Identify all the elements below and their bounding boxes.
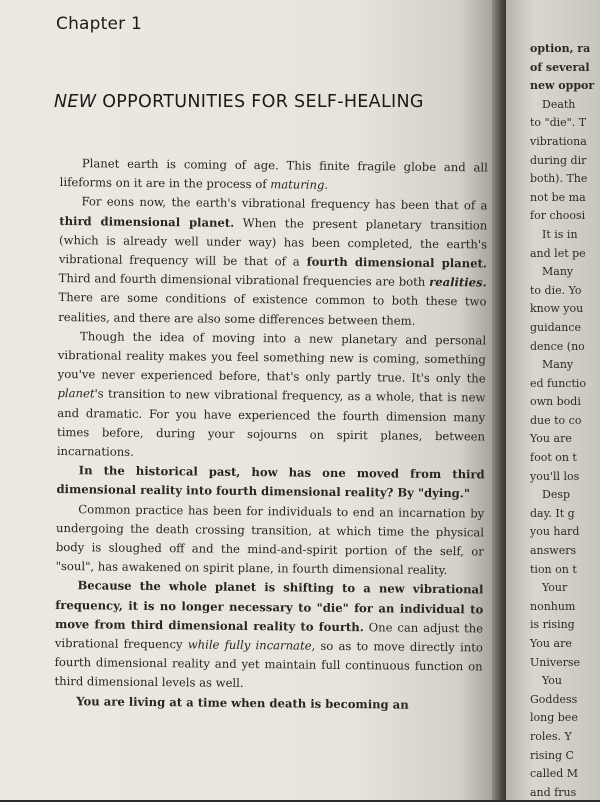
bold-run: third dimensional planet. bbox=[59, 213, 235, 230]
right-line: you hard bbox=[530, 525, 580, 539]
right-line: Universe bbox=[530, 655, 581, 669]
right-line: answers bbox=[530, 544, 577, 558]
text-run: Third and fourth dimensional vibrational frequencies are both bbox=[58, 271, 430, 290]
title-text: OPPORTUNITIES FOR SELF-HEALING bbox=[96, 92, 424, 112]
text-run: When the present planetary transition (which is already well under way) has been completed, the earth's vibrational frequency will be that of a bbox=[58, 215, 488, 269]
chapter-label: Chapter 1 bbox=[56, 14, 142, 34]
text-run: One can adjust the vibrational frequency bbox=[54, 620, 484, 652]
right-line: both). The bbox=[530, 172, 588, 186]
right-line: not be ma bbox=[530, 190, 586, 204]
right-line: rising C bbox=[530, 748, 574, 762]
right-line: due to co bbox=[530, 413, 582, 427]
right-line: to "die". T bbox=[530, 116, 587, 130]
right-line: of several bbox=[530, 60, 590, 74]
right-line: Death bbox=[542, 97, 576, 111]
right-line: vibrationa bbox=[530, 134, 587, 148]
right-line: tion on t bbox=[530, 562, 577, 576]
bold-run: Because the whole planet is shifting to a new vibrational frequency, it is no longer necessary to "die" for an individual to move from third dimensional reality to fourth. bbox=[55, 578, 484, 635]
right-line: You are bbox=[530, 637, 572, 650]
right-line: long bee bbox=[530, 711, 578, 725]
right-line: You are bbox=[530, 432, 572, 446]
right-line: nonhum bbox=[530, 599, 576, 613]
right-line: Many bbox=[542, 265, 574, 279]
italic-run: maturing bbox=[270, 177, 325, 192]
right-line: and frus bbox=[530, 785, 577, 799]
italic-run: while fully incarnate bbox=[187, 637, 312, 653]
text-run: 's transition to new vibrational frequency, as a whole, that is new and dramatic. For you have experienced the fourth dimension many times before, during your sojourns on spirit planes, between incarnations. bbox=[56, 386, 486, 459]
right-line: called M bbox=[530, 767, 579, 781]
italic-run: planet bbox=[57, 386, 95, 401]
right-line: Goddess bbox=[530, 692, 578, 706]
text-run: Planet earth is coming of age. This finite fragile globe and all lifeforms on it are in the process of bbox=[59, 156, 488, 192]
right-line: know you bbox=[530, 302, 584, 316]
right-line: It is in bbox=[542, 227, 578, 241]
paragraph-3 bbox=[57, 327, 486, 466]
text-run: . bbox=[324, 177, 329, 193]
right-line: to die. Yo bbox=[530, 283, 582, 297]
paragraph-1 bbox=[60, 154, 488, 197]
right-line: foot on t bbox=[530, 451, 577, 465]
paragraph-6 bbox=[54, 692, 482, 716]
right-line: dence (no bbox=[530, 339, 585, 353]
right-line: during dir bbox=[530, 153, 587, 167]
right-line: ed functio bbox=[530, 376, 587, 390]
text-run: There are some conditions of existence common to both these two realities, and there are also some differences between them. bbox=[58, 290, 487, 328]
right-page-text bbox=[530, 40, 600, 802]
text-run: Though the idea of moving into a new planetary and personal vibrational reality makes you feel something new is coming, something you've never experienced before, that's only partly true. It's only the bbox=[57, 329, 487, 386]
title-italic-word: NEW bbox=[54, 92, 97, 112]
paragraph-2 bbox=[58, 192, 487, 331]
body-text bbox=[54, 154, 488, 715]
chapter-title bbox=[54, 92, 424, 112]
right-line: roles. Y bbox=[530, 729, 572, 743]
right-line: Your bbox=[542, 581, 568, 595]
question-heading: In the historical past, how has one moved from third dimensional reality into fourth dimensional reality? By "dying." bbox=[56, 463, 485, 501]
right-line: day. It g bbox=[530, 506, 575, 520]
right-line: own bodi bbox=[530, 395, 581, 409]
right-line: Many bbox=[542, 358, 574, 372]
paragraph-5 bbox=[54, 576, 483, 696]
right-line: You bbox=[542, 674, 563, 688]
right-line: for choosi bbox=[530, 209, 586, 223]
right-line: is rising bbox=[530, 618, 575, 632]
right-line: guidance bbox=[530, 320, 581, 334]
bold-italic-run: realities. bbox=[429, 275, 487, 290]
right-line: new oppor bbox=[530, 79, 595, 93]
right-line: and let pe bbox=[530, 246, 586, 260]
right-line: you'll los bbox=[530, 469, 580, 483]
right-line: option, ra bbox=[530, 42, 591, 55]
right-line: Desp bbox=[542, 488, 571, 502]
text-run: For eons now, the earth's vibrational frequency has been that of a bbox=[81, 194, 488, 213]
bold-run: You are living at a time when death is becoming an bbox=[76, 693, 409, 712]
paragraph-4: Common practice has been for individuals to end an incarnation by undergoing the death crossing transition, at which time the physical body is sloughed off and the mind-and-spirit portion of the self, or "soul", has awakened on spirit plane, in fourth dimensional reality. bbox=[55, 501, 485, 578]
text-run: , so as to move directly into fourth dimensional reality and yet maintain full continuous function on third dimensional levels as well. bbox=[54, 638, 483, 691]
bold-run: fourth dimensional planet. bbox=[306, 254, 487, 271]
